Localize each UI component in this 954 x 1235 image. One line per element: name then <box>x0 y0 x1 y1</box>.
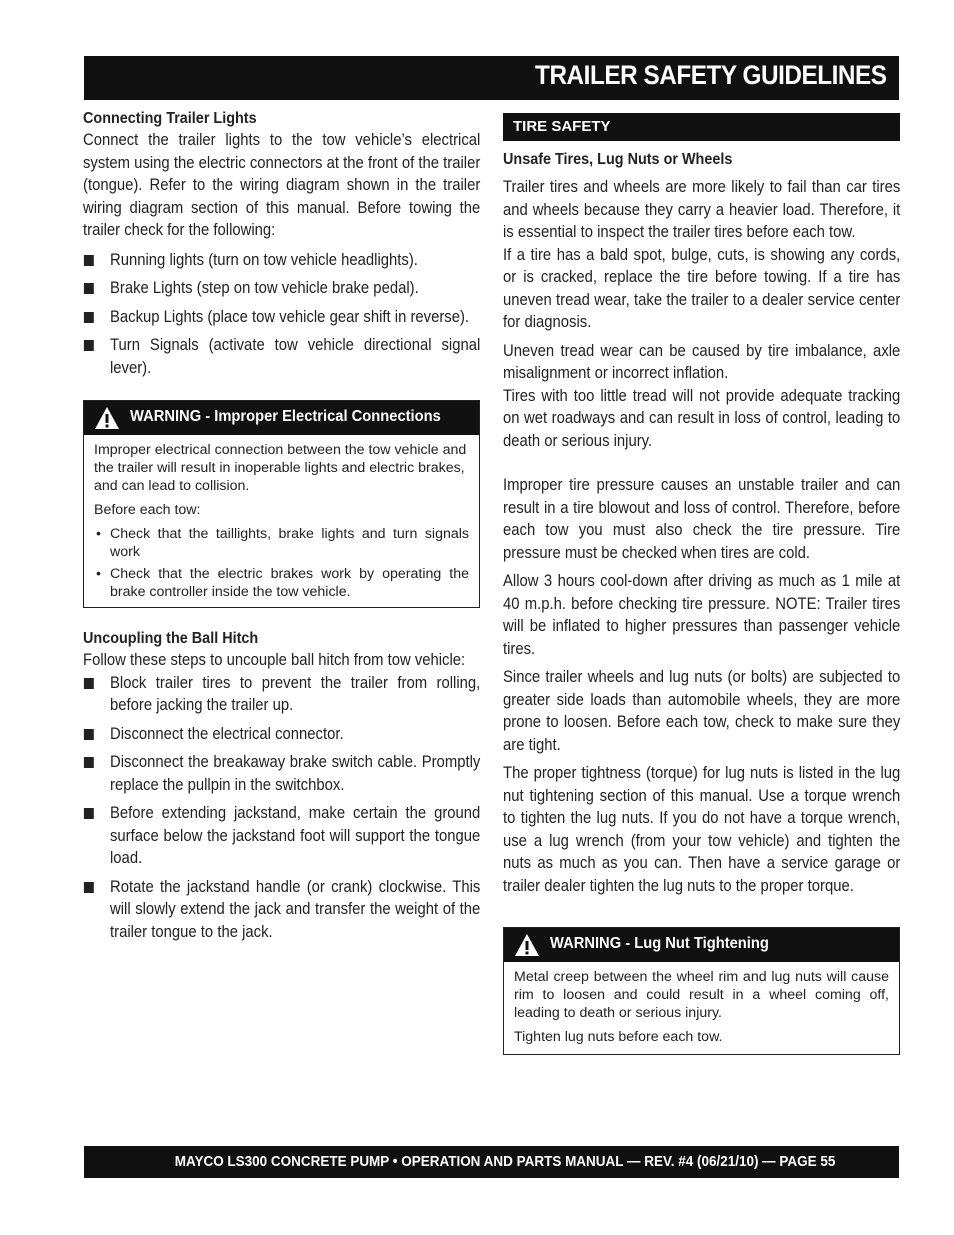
square-bullet-icon <box>84 283 94 294</box>
uncoupling-section <box>83 630 480 943</box>
left-column <box>83 110 481 941</box>
tire-safety-content <box>503 151 900 897</box>
warning-icon <box>514 933 540 957</box>
uncoupling-list <box>83 672 480 944</box>
list-item: • Check that the electric brakes work by operating the brake controller inside the tow vehicle. <box>96 566 469 600</box>
sub-heading: Unsafe Tires, Lug Nuts or Wheels <box>503 151 733 168</box>
warning-header <box>504 928 899 962</box>
page-title: TRAILER SAFETY GUIDELINES <box>535 60 887 90</box>
list-item: Block trailer tires to prevent the trailer from rolling, before jacking the trailer up. <box>83 672 480 717</box>
footer-text: MAYCO LS300 CONCRETE PUMP • OPERATION AND PARTS MANUAL — REV. #4 (06/21/10) — PAGE 55 <box>174 1154 835 1170</box>
bullet-dot-icon: • <box>96 566 101 582</box>
square-bullet-icon <box>84 312 94 323</box>
warning-text: Metal creep between the wheel rim and lug nuts will cause rim to loosen and could result in a wheel coming off, leading to death or serious injury. <box>514 969 889 1021</box>
section-title: TIRE SAFETY <box>513 118 611 135</box>
list-item: Brake Lights (step on tow vehicle brake pedal). <box>83 277 480 300</box>
paragraph: Trailer tires and wheels are more likely to fail than car tires and wheels because they carry a heavier load. Therefore, it is essential to inspect the trailer tires before each tow. <box>503 178 901 241</box>
square-bullet-icon <box>84 808 94 819</box>
list-item: Disconnect the electrical connector. <box>83 723 480 746</box>
warning-bullets <box>94 525 469 601</box>
warning-title: WARNING - Lug Nut Tightening <box>550 935 769 952</box>
title-bar <box>84 56 899 100</box>
paragraph: Allow 3 hours cool-down after driving as much as 1 mile at 40 m.p.h. before checking tire pressure. NOTE: Trailer tires will be inflated to higher pressures than passenger vehicle tires. <box>503 572 901 658</box>
uncoupling-heading: Uncoupling the Ball Hitch <box>83 630 259 647</box>
list-item: Backup Lights (place tow vehicle gear shift in reverse). <box>83 306 480 329</box>
list-item: Before extending jackstand, make certain the ground surface below the jackstand foot will support the tongue load. <box>83 802 480 870</box>
list-item: Turn Signals (activate tow vehicle directional signal lever). <box>83 334 480 379</box>
list-item: Disconnect the breakaway brake switch cable. Promptly replace the pullpin in the switchbox. <box>83 751 480 796</box>
warning-body <box>504 962 899 1054</box>
bullet-dot-icon: • <box>96 526 101 542</box>
uncoupling-intro: Follow these steps to uncouple ball hitch from tow vehicle: <box>83 651 466 669</box>
square-bullet-icon <box>84 678 94 689</box>
connecting-list <box>83 249 480 380</box>
square-bullet-icon <box>84 757 94 768</box>
warning-icon <box>94 406 120 430</box>
paragraph: Improper tire pressure causes an unstable trailer and can result in a tire blowout and loss of control. Therefore, before each tow you must also check the tire pressure. Tire pressure must be checked when tires are cold. <box>503 476 901 562</box>
warning-box-lug-nut <box>503 927 900 1055</box>
paragraph: Since trailer wheels and lug nuts (or bolts) are subjected to greater side loads than automobile wheels, they are more prone to loosen. Before each tow, check to make sure they are tight. <box>503 668 901 754</box>
paragraph: Tires with too little tread will not provide adequate tracking on wet roadways and can result in loss of control, leading to death or serious injury. <box>503 386 901 450</box>
paragraph: The proper tightness (torque) for lug nuts is listed in the lug nut tightening section of this manual. Use a torque wrench to tighten the lug nuts. If you do not have a torque wrench, use a lug wrench (from your tow vehicle) and tighten the nuts as much as you can. Then have a service garage or trailer dealer tighten the lug nuts to the proper torque. <box>503 764 901 895</box>
list-item: Running lights (turn on tow vehicle headlights). <box>83 249 480 272</box>
connecting-intro: Connect the trailer lights to the tow vehicle’s electrical system using the electric connectors at the front of the trailer (tongue). Refer to the wiring diagram shown in the trailer wiring diagram section of this manual. Before towing the trailer check for the following: <box>83 131 481 239</box>
list-item: Rotate the jackstand handle (or crank) clockwise. This will slowly extend the jack and transfer the weight of the trailer tongue to the jack. <box>83 876 480 944</box>
connecting-heading: Connecting Trailer Lights <box>83 110 257 127</box>
page-footer <box>84 1146 899 1178</box>
list-item: • Check that the taillights, brake lights and turn signals work <box>96 526 469 560</box>
warning-title: WARNING - Improper Electrical Connections <box>130 408 441 425</box>
square-bullet-icon <box>84 340 94 351</box>
paragraph: Uneven tread wear can be caused by tire imbalance, axle misalignment or incorrect inflation. <box>503 341 901 382</box>
square-bullet-icon <box>84 255 94 266</box>
square-bullet-icon <box>84 882 94 893</box>
connecting-section <box>83 110 480 379</box>
warning-text: Tighten lug nuts before each tow. <box>514 1029 723 1045</box>
square-bullet-icon <box>84 729 94 740</box>
warning-body <box>84 435 479 607</box>
right-column <box>503 113 901 1045</box>
paragraph: If a tire has a bald spot, bulge, cuts, is showing any cords, or is cracked, replace the tire before towing. If a tire has uneven tread wear, take the trailer to a dealer service center for diagnosis. <box>503 245 901 331</box>
section-header-tire-safety <box>503 113 900 141</box>
warning-box-electrical <box>83 400 480 608</box>
warning-text: Improper electrical connection between the tow vehicle and the trailer will result in inoperable lights and electric brakes, and can lead to collision. <box>94 442 467 494</box>
warning-header <box>84 401 479 435</box>
warning-text: Before each tow: <box>94 502 201 518</box>
